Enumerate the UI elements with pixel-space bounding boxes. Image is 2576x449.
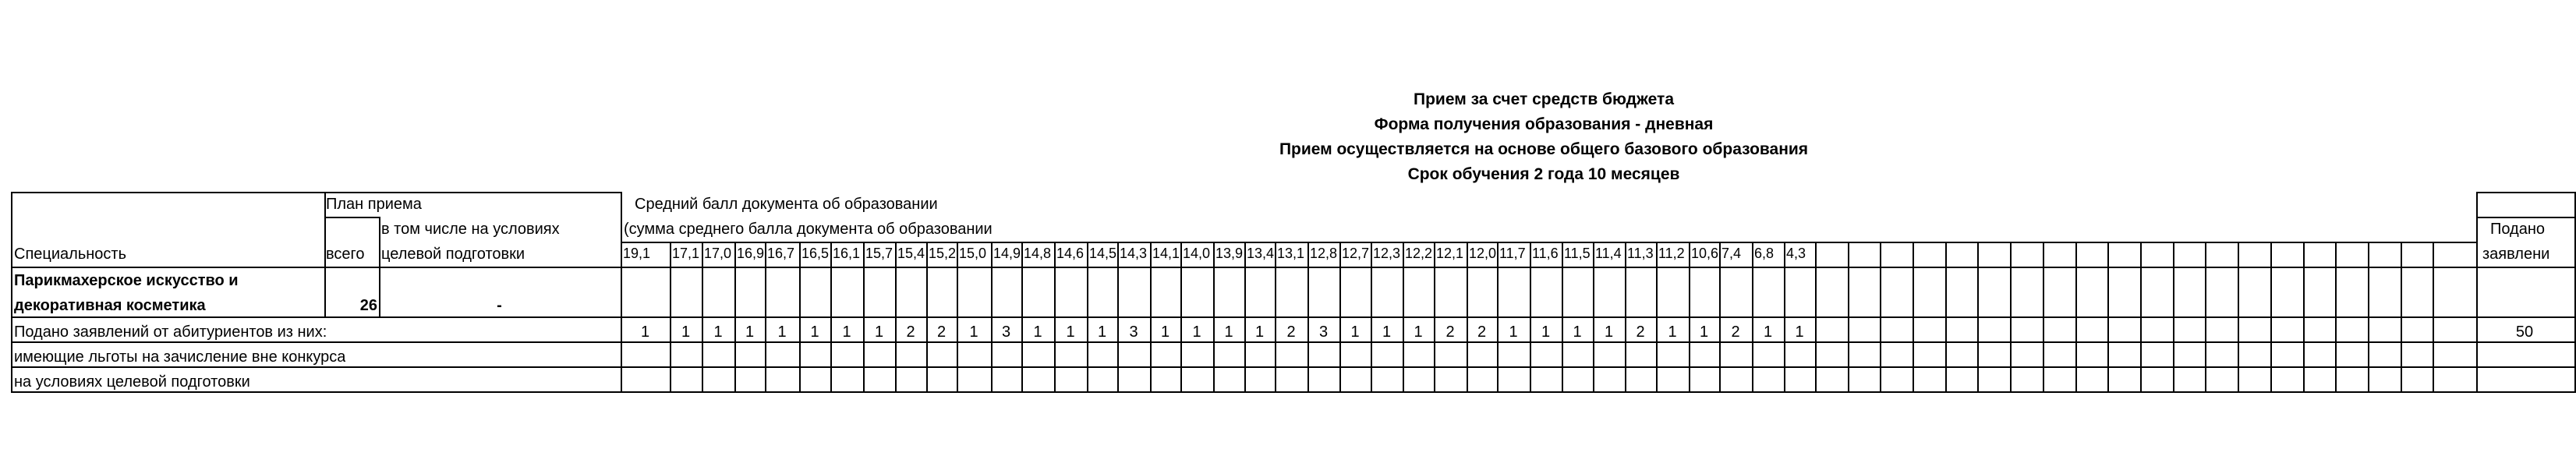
benefits-row-bottom [11, 366, 2576, 368]
score-column-header: 15,0 [959, 246, 987, 261]
score-column-header: 14,1 [1152, 246, 1180, 261]
score-column-border [926, 242, 928, 393]
score-column-header: 13,9 [1215, 246, 1244, 261]
score-column-border [1244, 242, 1246, 393]
application-count-cell: 1 [1509, 323, 1518, 341]
score-header-divider [621, 242, 2478, 243]
application-count-cell: 1 [745, 323, 755, 341]
application-count-cell: 1 [1414, 323, 1423, 341]
score-column-border [2043, 242, 2044, 393]
score-column-border [1977, 242, 1979, 393]
score-column-border [2010, 242, 2012, 393]
application-count-cell: 1 [969, 323, 978, 341]
application-count-cell: 1 [1541, 323, 1551, 341]
application-count-cell: 2 [1731, 323, 1740, 341]
score-area-left-border [621, 192, 622, 393]
application-count-cell: 1 [1668, 323, 1677, 341]
score-column-border [1880, 242, 1881, 393]
score-column-header: 15,7 [865, 246, 893, 261]
application-count-cell: 1 [874, 323, 884, 341]
score-column-header: 16,9 [737, 246, 764, 261]
application-count-cell: 1 [1699, 323, 1709, 341]
plan-header-divider [324, 217, 380, 218]
score-column-header: 12,3 [1373, 246, 1401, 261]
table-top-border-submitted [2476, 192, 2576, 193]
score-column-header: 11,3 [1627, 246, 1654, 261]
score-column-header: 12,1 [1436, 246, 1464, 261]
score-column-border [702, 242, 703, 393]
score-column-border [1815, 242, 1817, 393]
score-column-header: 11,5 [1564, 246, 1591, 261]
score-column-header: 16,5 [801, 246, 830, 261]
application-count-cell: 1 [810, 323, 819, 341]
title-basis: Прием осуществляется на основе общего базового образования [1279, 140, 1809, 158]
application-count-cell: 3 [1129, 323, 1138, 341]
score-column-border [2433, 242, 2434, 393]
title-duration: Срок обучения 2 года 10 месяцев [1407, 165, 1680, 183]
titles-block [1169, 87, 1918, 187]
score-column-border [1150, 242, 1152, 393]
score-column-border [2368, 242, 2369, 393]
application-count-cell: 1 [1254, 323, 1265, 341]
score-column-border [1307, 242, 1309, 393]
score-column-border [1689, 242, 1690, 393]
score-column-border [1087, 242, 1088, 393]
score-column-header: 14,5 [1089, 246, 1116, 261]
target-row-label: на условиях целевой подготовки [14, 373, 250, 391]
application-count-cell: 1 [1763, 323, 1773, 341]
table-top-border [11, 192, 622, 193]
score-column-border [799, 242, 801, 393]
score-column-border [1497, 242, 1499, 393]
score-column-border [1467, 242, 1468, 393]
applications-row-bottom [11, 341, 2576, 343]
score-column-border [670, 242, 671, 393]
score-column-border [2205, 242, 2206, 393]
score-column-border [2173, 242, 2174, 393]
specialty-name-line1: Парикмахерское искусство и [14, 272, 239, 289]
score-column-border [1117, 242, 1119, 393]
application-count-cell: 1 [1350, 323, 1360, 341]
score-column-border [1752, 242, 1753, 393]
score-column-header: 19,1 [623, 246, 651, 261]
header-plan-target-line2: целевой подготовки [381, 246, 525, 263]
application-count-cell: 2 [1286, 323, 1296, 341]
score-column-border [734, 242, 736, 393]
application-count-cell: 1 [1192, 323, 1201, 341]
score-column-border [1562, 242, 1563, 393]
submitted-column-border [2476, 192, 2478, 393]
header-submitted-line2: заявлени [2482, 246, 2550, 263]
score-column-header: 7,4 [1721, 246, 1742, 261]
score-column-border [957, 242, 958, 393]
score-column-border [1180, 242, 1182, 393]
application-count-cell: 1 [640, 323, 650, 341]
score-column-border [1371, 242, 1372, 393]
specialty-name-line2: декоративная косметика [14, 297, 206, 314]
score-column-header: 11,2 [1658, 246, 1685, 261]
score-column-border [2075, 242, 2077, 393]
header-avg-score-line2: (сумма среднего балла документа об образовании [624, 221, 993, 238]
specialty-plan-total: 26 [359, 297, 377, 314]
score-column-header: 16,7 [767, 246, 795, 261]
score-column-border [1656, 242, 1658, 393]
score-column-border [1530, 242, 1531, 393]
score-column-border [1403, 242, 1404, 393]
specialty-plan-target: - [497, 297, 502, 314]
score-column-border [1339, 242, 1341, 393]
score-column-header: 14,9 [993, 246, 1021, 261]
score-column-header: 11,7 [1499, 246, 1526, 261]
application-count-cell: 1 [842, 323, 851, 341]
application-count-cell: 1 [713, 323, 723, 341]
applications-total: 50 [2515, 323, 2534, 341]
score-column-border [2303, 242, 2305, 393]
score-column-border [863, 242, 865, 393]
score-column-border [2238, 242, 2239, 393]
score-column-header: 12,7 [1342, 246, 1370, 261]
score-column-border [1021, 242, 1023, 393]
score-column-header: 16,1 [833, 246, 861, 261]
score-column-border [1054, 242, 1056, 393]
application-count-cell: 1 [1066, 323, 1075, 341]
score-column-header: 14,0 [1183, 246, 1211, 261]
score-column-border [830, 242, 832, 393]
application-count-cell: 1 [1160, 323, 1170, 341]
header-avg-score-line1: Средний балл документа об образовании [635, 196, 938, 213]
score-column-header: 12,0 [1469, 246, 1496, 261]
score-column-border [2270, 242, 2272, 393]
score-column-border [1719, 242, 1721, 393]
header-submitted-line1: Подано [2490, 221, 2546, 238]
score-column-header: 17,1 [672, 246, 700, 261]
score-column-border [1213, 242, 1215, 393]
score-column-header: 4,3 [1786, 246, 1806, 261]
score-column-border [765, 242, 766, 393]
application-count-cell: 1 [1097, 323, 1107, 341]
score-column-header: 10,6 [1691, 246, 1718, 261]
score-column-header: 14,3 [1120, 246, 1148, 261]
score-column-header: 15,4 [897, 246, 925, 261]
header-specialty: Специальность [14, 246, 126, 263]
application-count-cell: 1 [1224, 323, 1233, 341]
score-column-border [1275, 242, 1276, 393]
score-column-border [1593, 242, 1594, 393]
score-column-border [1434, 242, 1435, 393]
header-bottom-border [11, 267, 2576, 268]
application-count-cell: 2 [1477, 323, 1487, 341]
title-budget: Прием за счет средств бюджета [1413, 90, 1674, 108]
application-count-cell: 3 [1001, 323, 1011, 341]
score-column-border [1913, 242, 1914, 393]
score-column-header: 17,0 [704, 246, 732, 261]
score-column-header: 14,8 [1024, 246, 1052, 261]
header-plan: План приема [326, 196, 422, 213]
score-column-border [1945, 242, 1947, 393]
application-count-cell: 1 [1573, 323, 1582, 341]
score-column-border [991, 242, 993, 393]
score-column-header: 6,8 [1754, 246, 1775, 261]
score-column-header: 12,8 [1310, 246, 1338, 261]
specialty-row-bottom [11, 316, 2576, 318]
score-column-border [1848, 242, 1849, 393]
table-bottom-border [11, 391, 2576, 393]
application-count-cell: 1 [1382, 323, 1392, 341]
score-column-header: 11,6 [1532, 246, 1559, 261]
application-count-cell: 3 [1318, 323, 1329, 341]
application-count-cell: 1 [1033, 323, 1042, 341]
application-count-cell: 1 [681, 323, 691, 341]
application-count-cell: 1 [1795, 323, 1804, 341]
table-left-border [11, 192, 12, 393]
benefits-row-label: имеющие льготы на зачисление вне конкурса [14, 348, 346, 366]
score-column-header: 13,4 [1247, 246, 1274, 261]
submitted-header-divider [2476, 217, 2576, 218]
applications-row-label: Подано заявлений от абитуриентов из них: [14, 323, 327, 341]
score-column-header: 13,1 [1277, 246, 1305, 261]
score-column-header: 15,2 [929, 246, 956, 261]
score-column-border [1784, 242, 1785, 393]
application-count-cell: 2 [936, 323, 947, 341]
header-plan-target-line1: в том числе на условиях [381, 221, 560, 238]
title-form: Форма получения образования - дневная [1374, 115, 1714, 133]
score-column-header: 12,2 [1405, 246, 1433, 261]
score-column-border [2140, 242, 2142, 393]
application-count-cell: 1 [777, 323, 787, 341]
application-count-cell: 2 [1636, 323, 1645, 341]
application-count-cell: 2 [906, 323, 915, 341]
header-plan-total: всего [326, 246, 365, 263]
score-column-border [1625, 242, 1626, 393]
score-column-border [2107, 242, 2109, 393]
score-column-header: 11,4 [1595, 246, 1622, 261]
score-column-border [2335, 242, 2337, 393]
application-count-cell: 1 [1604, 323, 1614, 341]
score-column-border [2401, 242, 2402, 393]
application-count-cell: 2 [1445, 323, 1455, 341]
score-column-header: 14,6 [1056, 246, 1085, 261]
score-column-border [895, 242, 897, 393]
